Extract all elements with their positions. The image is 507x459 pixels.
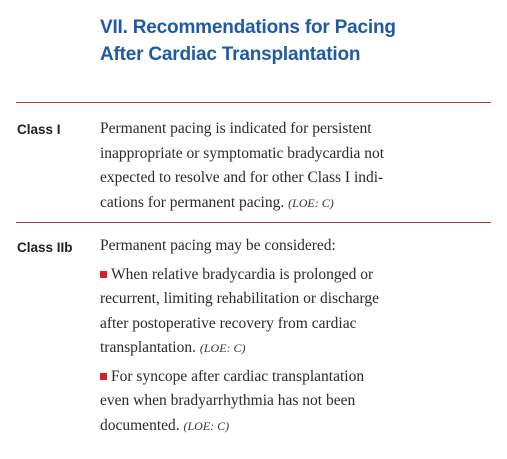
class-i-line-text: cations for permanent pacing. [100,193,289,211]
bullet-item-line-last [100,336,495,361]
section-title-line-2: After Cardiac Transplantation [100,44,361,65]
class-i-line: inappropriate or symptomatic bradycardia not [100,144,385,162]
class-iib-intro: Permanent pacing may be considered: [100,237,336,254]
divider-middle [16,222,491,223]
bullet-item-line [100,263,495,288]
level-of-evidence: (LOE: C) [183,418,230,433]
bullet-item-text: transplantation. [100,339,200,356]
level-of-evidence: (LOE: C) [199,341,246,355]
bullet-item-text: documented. [100,416,184,434]
level-of-evidence: (LOE: C) [288,195,334,210]
class-label-i: Class I [17,122,61,137]
bullet-item-line [100,365,495,390]
bullet-item-text: When relative bradycardia is prolonged or [111,265,374,283]
bullet-item-line: recurrent, limiting rehabilitation or discharge [100,290,380,307]
red-square-bullet-icon [100,373,107,380]
class-i-line-last [100,191,495,216]
bullet-item-line: even when bradyarrhythmia has not been [100,392,356,409]
section-title [100,14,500,68]
bullet-item-line: after postoperative recovery from cardiac [100,314,357,332]
class-iib-recommendation [100,234,495,438]
class-i-line: expected to resolve and for other Class I indi- [100,169,384,186]
section-title-line-1: VII. Recommendations for Pacing [100,17,396,38]
bullet-item-text: For syncope after cardiac transplantation [111,367,365,385]
red-square-bullet-icon [100,271,107,278]
class-i-recommendation [100,117,495,215]
bullet-item-line-last [100,414,495,439]
class-i-line: Permanent pacing is indicated for persistent [100,120,372,137]
class-label-iib: Class IIb [17,240,73,255]
divider-top [16,102,491,103]
